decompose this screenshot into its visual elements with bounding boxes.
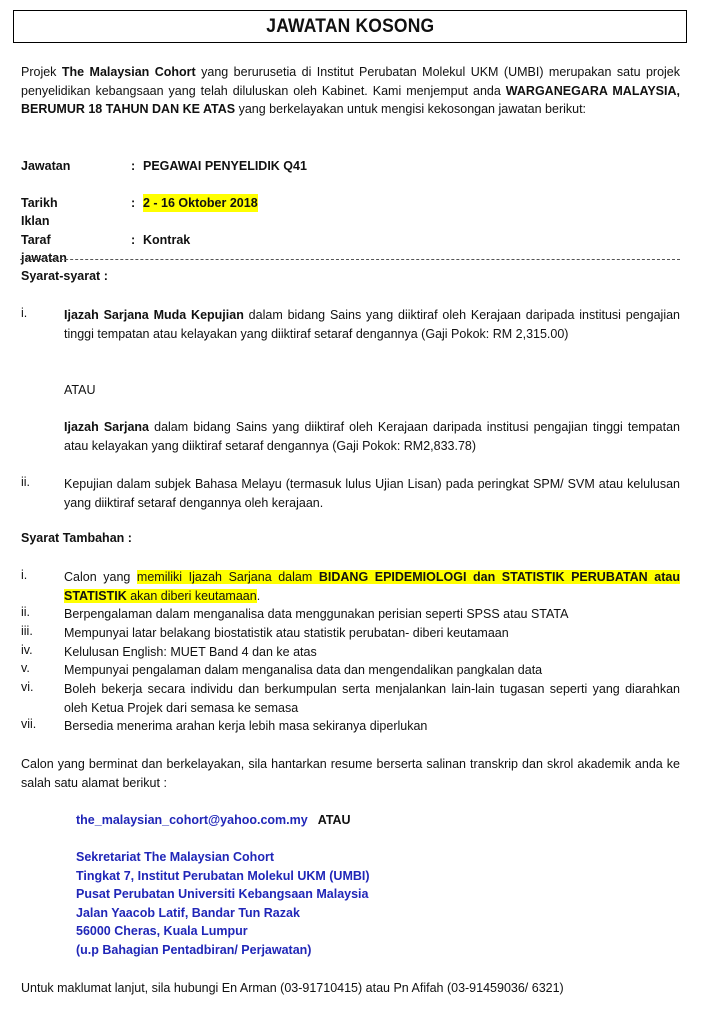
address-line: Pusat Perubatan Universiti Kebangsaan Malaysia xyxy=(76,887,369,901)
address-block xyxy=(76,848,370,959)
cohort-name: The Malaysian Cohort xyxy=(61,65,196,79)
syarat-heading: Syarat-syarat : xyxy=(21,269,108,283)
tambahan-item-1: Calon yang memiliki Ijazah Sarjana dalam BIDANG EPIDEMIOLOGI dan STATISTIK PERUBATAN atau STATISTIK akan diberi keutamaan. xyxy=(64,570,680,603)
contact-line: Untuk maklumat lanjut, sila hubungi En Arman (03-91710415) atau Pn Afifah (03-91459036/ 6321) xyxy=(21,981,564,995)
email-link[interactable]: the_malaysian_cohort@yahoo.com.my xyxy=(76,813,308,827)
taraf-value: Kontrak xyxy=(143,233,191,247)
eligibility: WARGANEGARA MALAYSIA, BERUMUR 18 TAHUN DAN KE ATAS xyxy=(21,83,680,116)
tambahan-heading: Syarat Tambahan : xyxy=(21,531,132,545)
tambahan-item-3: Mempunyai latar belakang biostatistik atau statistik perubatan- diberi keutamaan xyxy=(64,626,509,640)
address-line: Sekretariat The Malaysian Cohort xyxy=(76,850,274,864)
jawatan-value: PEGAWAI PENYELIDIK Q41 xyxy=(143,159,307,173)
tarikh-value: 2 - 16 Oktober 2018 xyxy=(143,196,258,210)
address-line: Jalan Yaacob Latif, Bandar Tun Razak xyxy=(76,905,300,920)
title-box xyxy=(13,10,687,43)
tambahan-item-4: Kelulusan English: MUET Band 4 dan ke atas xyxy=(64,645,317,659)
address-line: Tingkat 7, Institut Perubatan Molekul UKM (UMBI) xyxy=(76,868,370,883)
address-line: 56000 Cheras, Kuala Lumpur xyxy=(76,924,248,938)
tambahan-item-5: Mempunyai pengalaman dalam menganalisa data dan mengendalikan pangkalan data xyxy=(64,663,543,677)
syarat-item-2: Kepujian dalam subjek Bahasa Melayu (termasuk lulus Ujian Lisan) pada peringkat SPM/ SVM atau kelulusan yang diiktiraf setaraf dengannya oleh kerajaan. xyxy=(64,477,680,510)
syarat-item-1: Ijazah Sarjana Muda Kepujian dalam bidang Sains yang diiktiraf oleh Kerajaan daripada institusi pengajian tinggi tempatan atau kelayakan yang diiktiraf setaraf dengannya (Gaji Pokok: RM 2,315.00) xyxy=(64,308,680,341)
syarat-item-1b: Ijazah Sarjana dalam bidang Sains yang diiktiraf oleh Kerajaan daripada institusi pengajian tinggi tempatan atau kelayakan yang diiktiraf setaraf dengannya (Gaji Pokok: RM2,833.78) xyxy=(64,420,681,453)
section-divider xyxy=(20,259,680,260)
taraf-label: Taraf jawatan xyxy=(21,233,67,265)
jawatan-label: Jawatan xyxy=(21,159,71,173)
tambahan-item-2: Berpengalaman dalam menganalisa data menggunakan perisian seperti SPSS atau STATA xyxy=(64,607,569,621)
apply-paragraph: Calon yang berminat dan berkelayakan, sila hantarkan resume berserta salinan transkrip dan skrol akademik anda ke salah satu alamat berikut : xyxy=(21,757,680,790)
address-line: (u.p Bahagian Pentadbiran/ Perjawatan) xyxy=(76,942,312,957)
page-title: JAWATAN KOSONG xyxy=(265,15,434,37)
tambahan-item-7: Bersedia menerima arahan kerja lebih masa sekiranya diperlukan xyxy=(64,719,428,733)
email-line: the_malaysian_cohort@yahoo.com.my ATAU xyxy=(76,813,351,827)
atau-text: ATAU xyxy=(64,383,96,397)
intro-paragraph: Projek The Malaysian Cohort yang berurusetia di Institut Perubatan Molekul UKM (UMBI) merupakan satu projek penyelidikan kebangsaan yang telah diluluskan oleh Kabinet. Kami menjemput anda WARGANEGARA MALAYSIA, BERUMUR 18 TAHUN DAN KE ATAS yang berkelayakan untuk mengisi kekosongan jawatan berikut: xyxy=(21,65,680,116)
tambahan-item-6: Boleh bekerja secara individu dan berkumpulan serta menjalankan lain-lain tugasan seperti yang diarahkan oleh Ketua Projek dari semasa ke semasa xyxy=(64,682,680,715)
tarikh-label: Tarikh Iklan xyxy=(21,196,58,228)
